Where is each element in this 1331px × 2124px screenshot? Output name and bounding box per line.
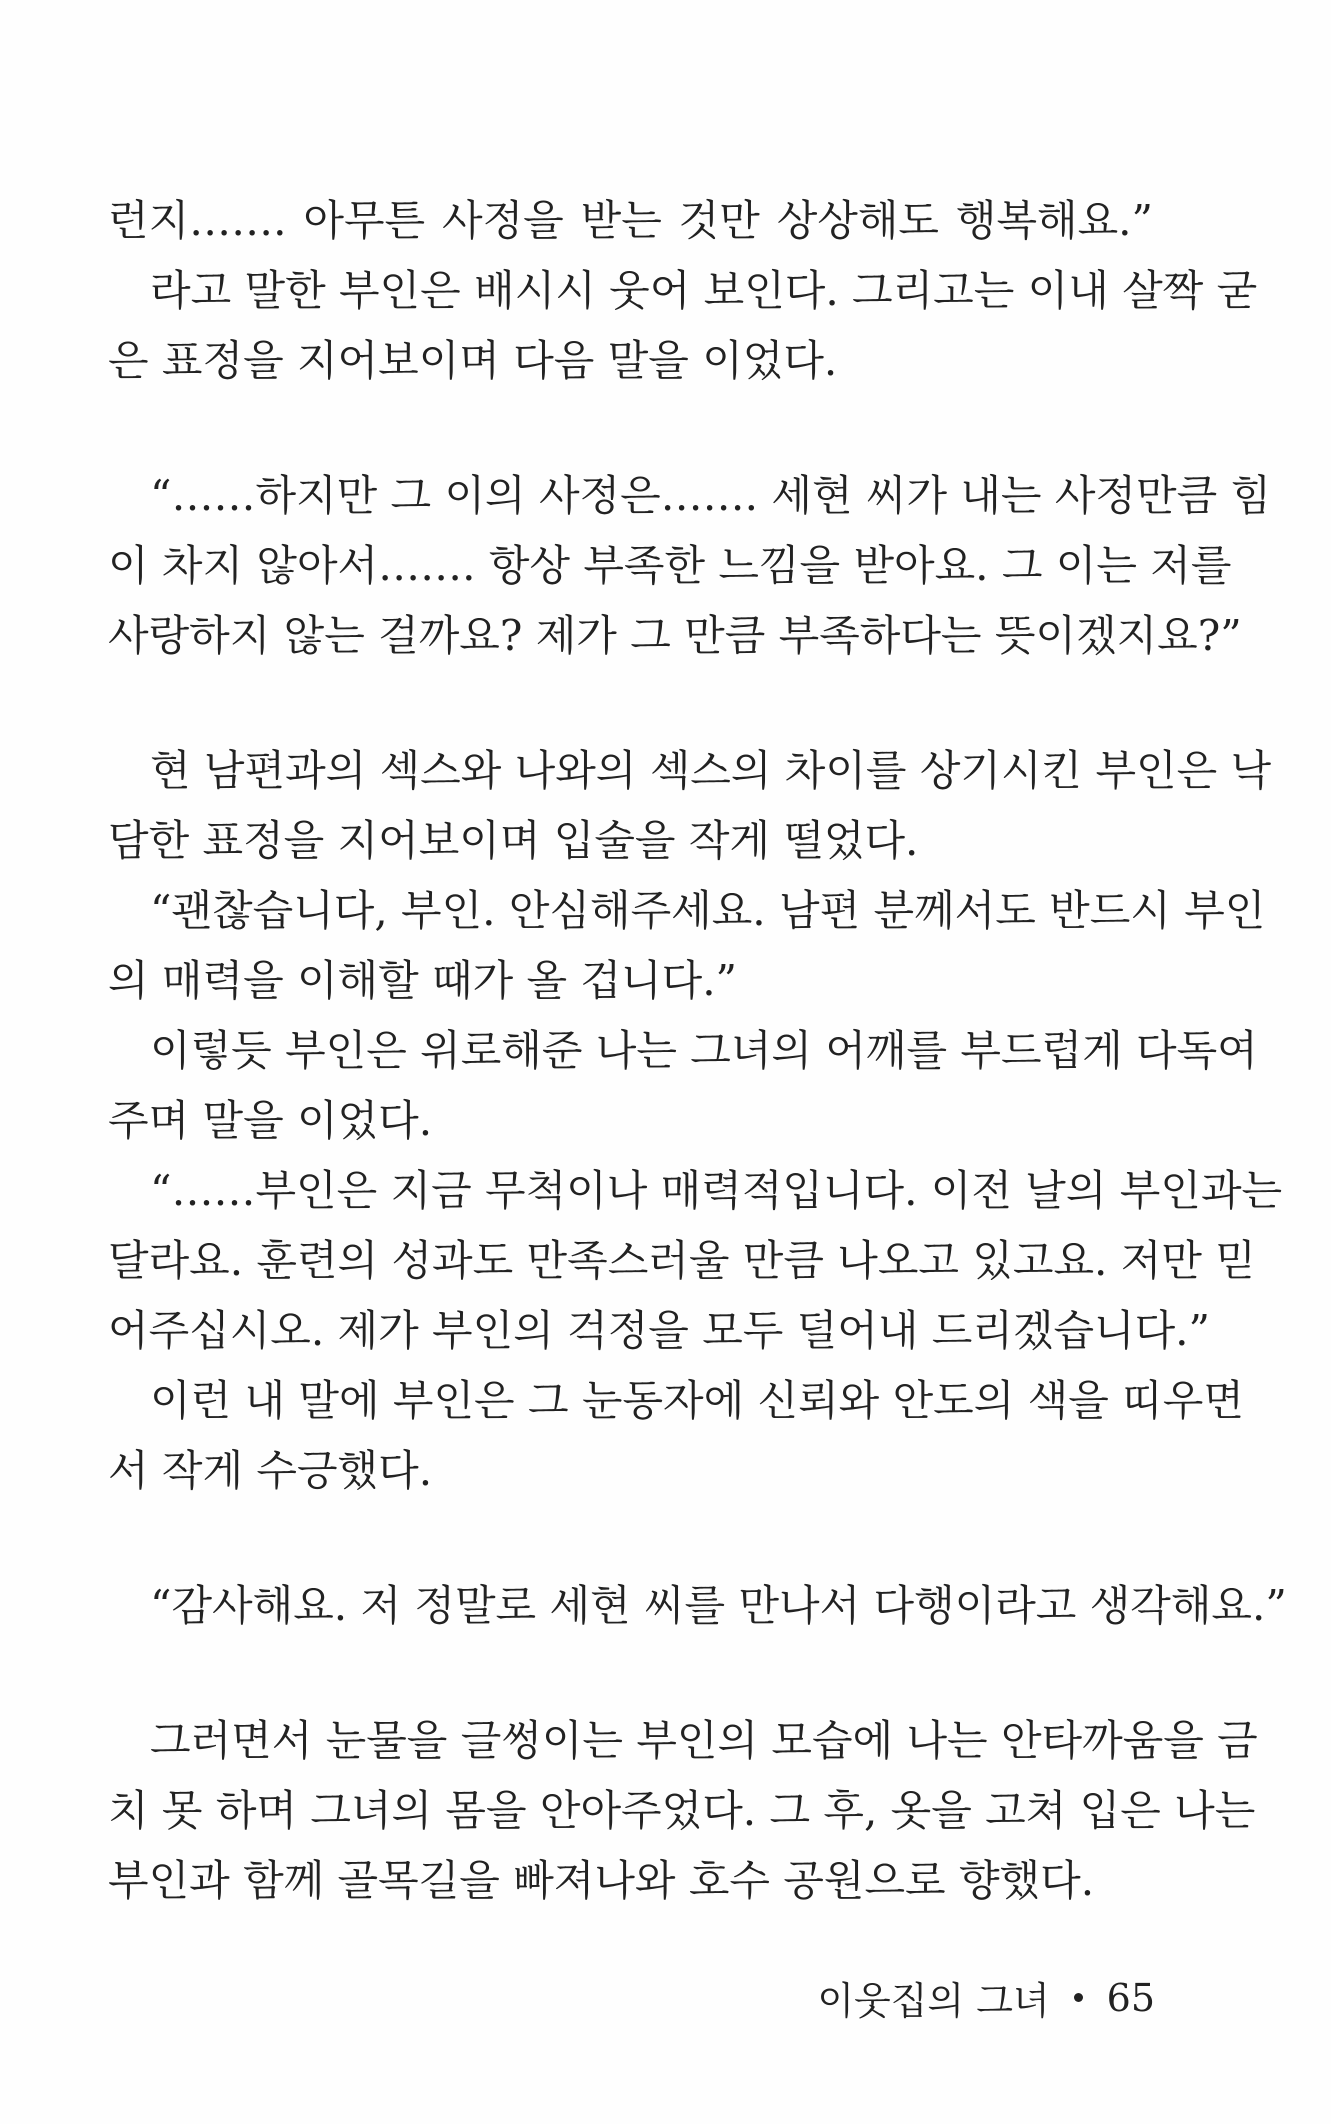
text-line: “……하지만 그 이의 사정은……. 세현 씨가 내는 사정만큼 힘 xyxy=(150,471,1272,520)
text-line: 달라요. 훈련의 성과도 만족스러울 만큼 나오고 있고요. 저만 믿 xyxy=(108,1236,1256,1285)
text-line: 은 표정을 지어보이며 다음 말을 이었다. xyxy=(108,336,838,385)
text-line: 사랑하지 않는 걸까요? 제가 그 만큼 부족하다는 뜻이겠지요?” xyxy=(108,611,1242,660)
text-line: 주며 말을 이었다. xyxy=(108,1096,433,1145)
text-line: 어주십시오. 제가 부인의 걱정을 모두 덜어내 드리겠습니다.” xyxy=(108,1306,1211,1355)
text-line: 현 남편과의 섹스와 나와의 섹스의 차이를 상기시킨 부인은 낙 xyxy=(150,746,1272,795)
text-line: 런지……. 아무튼 사정을 받는 것만 상상해도 행복해요.” xyxy=(108,196,1153,245)
book-title: 이웃집의 그녀 xyxy=(817,1979,1050,2023)
text-line: 부인과 함께 골목길을 빠져나와 호수 공원으로 향했다. xyxy=(108,1856,1095,1905)
text-line: “괜찮습니다, 부인. 안심해주세요. 남편 분께서도 반드시 부인 xyxy=(150,886,1266,935)
text-line: 이렇듯 부인은 위로해준 나는 그녀의 어깨를 부드럽게 다독여 xyxy=(150,1026,1258,1075)
paragraph-gap xyxy=(108,671,1153,736)
paragraph-gap xyxy=(108,1506,1153,1571)
text-line: 치 못 하며 그녀의 몸을 안아주었다. 그 후, 옷을 고쳐 입은 나는 xyxy=(108,1786,1256,1835)
text-line: 이런 내 말에 부인은 그 눈동자에 신뢰와 안도의 색을 띠우면 xyxy=(150,1376,1244,1425)
paragraph-gap xyxy=(108,1641,1153,1706)
text-line: “……부인은 지금 무척이나 매력적입니다. 이전 날의 부인과는 xyxy=(150,1166,1283,1215)
text-line: 라고 말한 부인은 배시시 웃어 보인다. 그리고는 이내 살짝 굳 xyxy=(150,266,1258,315)
paragraph-gap xyxy=(108,396,1153,461)
text-line: 그러면서 눈물을 글썽이는 부인의 모습에 나는 안타까움을 금 xyxy=(150,1716,1258,1765)
bullet-separator-icon xyxy=(1074,1993,1083,2002)
text-line: 서 작게 수긍했다. xyxy=(108,1446,433,1495)
text-line: 담한 표정을 지어보이며 입술을 작게 떨었다. xyxy=(108,816,919,865)
text-line: 의 매력을 이해할 때가 올 겁니다.” xyxy=(108,956,738,1005)
page-footer xyxy=(817,1970,1155,2025)
page-number: 65 xyxy=(1106,1975,1155,2020)
text-line: 이 차지 않아서……. 항상 부족한 느낌을 받아요. 그 이는 저를 xyxy=(108,541,1232,590)
body-text xyxy=(108,186,1287,1916)
text-line: “감사해요. 저 정말로 세현 씨를 만나서 다행이라고 생각해요.” xyxy=(150,1581,1287,1630)
